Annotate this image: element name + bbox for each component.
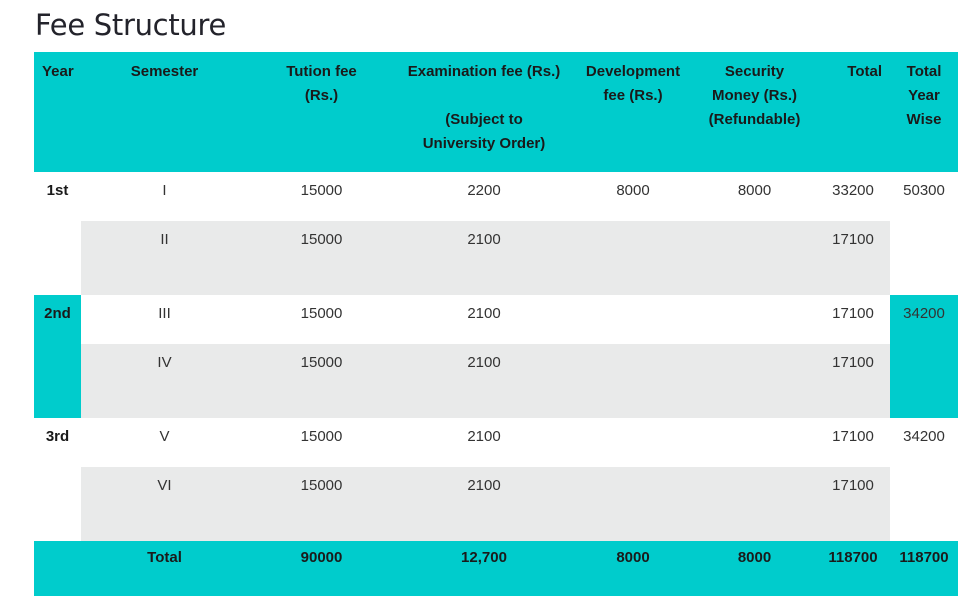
year-cell: 2nd	[34, 295, 81, 418]
security-cell	[693, 467, 816, 541]
footer-empty-cell	[34, 541, 81, 596]
exam-cell: 2100	[395, 221, 573, 295]
table-row	[34, 467, 958, 541]
total-cell: 17100	[816, 221, 890, 295]
security-cell	[693, 295, 816, 344]
total-cell: 17100	[816, 418, 890, 467]
table-footer	[34, 541, 958, 596]
table-row	[34, 221, 958, 295]
total-cell: 17100	[816, 344, 890, 418]
year-total-cell: 50300	[890, 172, 958, 295]
header-security-money: Security Money (Rs.) (Refundable)	[693, 52, 816, 172]
semester-cell: V	[81, 418, 248, 467]
header-total-year-wise: Total Year Wise	[890, 52, 958, 172]
table-row	[34, 344, 958, 418]
tuition-cell: 15000	[248, 344, 395, 418]
header-examination-fee: Examination fee (Rs.) (Subject to University Order)	[395, 52, 573, 172]
dev-cell	[573, 295, 693, 344]
security-cell	[693, 418, 816, 467]
dev-cell: 8000	[573, 172, 693, 221]
exam-cell: 2100	[395, 418, 573, 467]
table-body	[34, 172, 958, 541]
table-row	[34, 295, 958, 344]
header-semester: Semester	[81, 52, 248, 172]
total-cell: 33200	[816, 172, 890, 221]
year-total-cell: 34200	[890, 418, 958, 541]
table-header	[34, 52, 958, 172]
tuition-cell: 15000	[248, 467, 395, 541]
exam-cell: 2100	[395, 467, 573, 541]
dev-cell	[573, 344, 693, 418]
table-row	[34, 418, 958, 467]
security-cell: 8000	[693, 172, 816, 221]
dev-cell	[573, 418, 693, 467]
table-row	[34, 172, 958, 221]
tuition-cell: 15000	[248, 221, 395, 295]
year-total-cell: 34200	[890, 295, 958, 418]
exam-cell: 2200	[395, 172, 573, 221]
security-cell	[693, 344, 816, 418]
year-cell: 1st	[34, 172, 81, 295]
footer-row	[34, 541, 958, 596]
exam-cell: 2100	[395, 295, 573, 344]
semester-cell: I	[81, 172, 248, 221]
tuition-cell: 15000	[248, 172, 395, 221]
footer-dev: 8000	[573, 541, 693, 596]
security-cell	[693, 221, 816, 295]
tuition-cell: 15000	[248, 295, 395, 344]
semester-cell: II	[81, 221, 248, 295]
footer-label: Total	[81, 541, 248, 596]
footer-exam: 12,700	[395, 541, 573, 596]
dev-cell	[573, 221, 693, 295]
semester-cell: IV	[81, 344, 248, 418]
page-title: Fee Structure	[35, 8, 227, 42]
footer-year-wise: 118700	[890, 541, 958, 596]
semester-cell: III	[81, 295, 248, 344]
footer-tuition: 90000	[248, 541, 395, 596]
semester-cell: VI	[81, 467, 248, 541]
year-cell: 3rd	[34, 418, 81, 541]
header-development-fee: Development fee (Rs.)	[573, 52, 693, 172]
header-total: Total	[816, 52, 890, 172]
exam-cell: 2100	[395, 344, 573, 418]
tuition-cell: 15000	[248, 418, 395, 467]
header-tuition-fee: Tution fee (Rs.)	[248, 52, 395, 172]
total-cell: 17100	[816, 467, 890, 541]
header-year: Year	[34, 52, 81, 172]
footer-security: 8000	[693, 541, 816, 596]
total-cell: 17100	[816, 295, 890, 344]
fee-table	[34, 52, 958, 596]
footer-total: 118700	[816, 541, 890, 596]
dev-cell	[573, 467, 693, 541]
